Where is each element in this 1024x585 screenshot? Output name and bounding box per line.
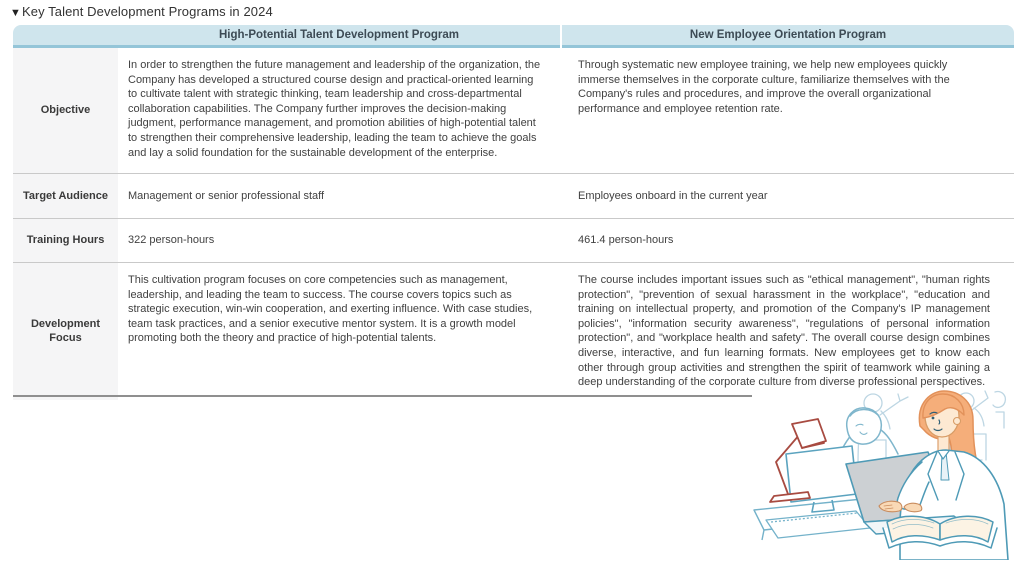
table-row-development-focus xyxy=(13,262,1014,400)
column-header-new-employee: New Employee Orientation Program xyxy=(562,25,1014,48)
row-label-development-focus: Development Focus xyxy=(13,263,118,400)
office-illustration xyxy=(752,388,1016,560)
cell-development-focus-high-potential: This cultivation program focuses on core competencies such as management, leadership, and leading the team to success. The course covers topics such as strategic execution, win-win cooperation, and exerting influence. With case studies, team task practices, and a senior executive mentor system. It is a growth model promoting both the theory and practice of high-potential talents. xyxy=(128,274,533,345)
cell-development-focus-new-employee: The course includes important issues such as "ethical management", "human rights protection", "prevention of sexual harassment in the workplace", "education and training on intellectual property, and promotion of the Company's IP management policies", "information security awareness", "regulations of personal information protection", and "workplace health and safety". The overall course design combines diverse, interactive, and fun learning formats. New employees get to know each other through group activities and strengthen the spirit of teamwork while gaining a deep understanding of the corporate culture from diverse professional perspectives. xyxy=(578,274,990,389)
ear xyxy=(954,418,961,425)
table-row-target-audience xyxy=(13,173,1014,218)
section-title xyxy=(10,4,273,19)
cell-objective-new-employee: Through systematic new employee training, we help new employees quickly immerse themselves in the corporate culture, familiarize themselves with the Company's rules and procedures, and improve the overall organizational performance and employee retention rate. xyxy=(578,59,950,115)
hands xyxy=(879,501,922,512)
triangle-marker-icon: ▼ xyxy=(10,7,21,19)
row-label-training-hours: Training Hours xyxy=(13,219,118,262)
table-bottom-border xyxy=(13,395,785,397)
cell-target-audience-high-potential: Management or senior professional staff xyxy=(128,189,325,202)
section-title-text: Key Talent Development Programs in 2024 xyxy=(22,4,273,19)
cell-target-audience-new-employee: Employees onboard in the current year xyxy=(578,189,768,202)
programs-table xyxy=(13,25,1014,400)
cell-training-hours-high-potential: 322 person-hours xyxy=(128,234,215,247)
column-header-high-potential: High-Potential Talent Development Program xyxy=(13,25,560,48)
table-header-row xyxy=(13,25,1014,48)
table-row-objective xyxy=(13,48,1014,173)
cell-objective-high-potential: In order to strengthen the future management and leadership of the organization, the Company has developed a structured course design and practical-oriented learning to cultivate talent with strategic thinking, team leadership and cross-departmental collaboration capabilities. The Company further improves the decision-making judgment, performance management, and promotion abilities of high-potential talent to strengthen their comprehensive leadership, leading the team to achieve the goals and lay a solid foundation for the sustainable development of the enterprise. xyxy=(128,59,541,159)
cell-training-hours-new-employee: 461.4 person-hours xyxy=(578,234,674,247)
row-label-objective: Objective xyxy=(13,48,118,173)
row-label-target-audience: Target Audience xyxy=(13,174,118,218)
table-row-training-hours xyxy=(13,218,1014,262)
